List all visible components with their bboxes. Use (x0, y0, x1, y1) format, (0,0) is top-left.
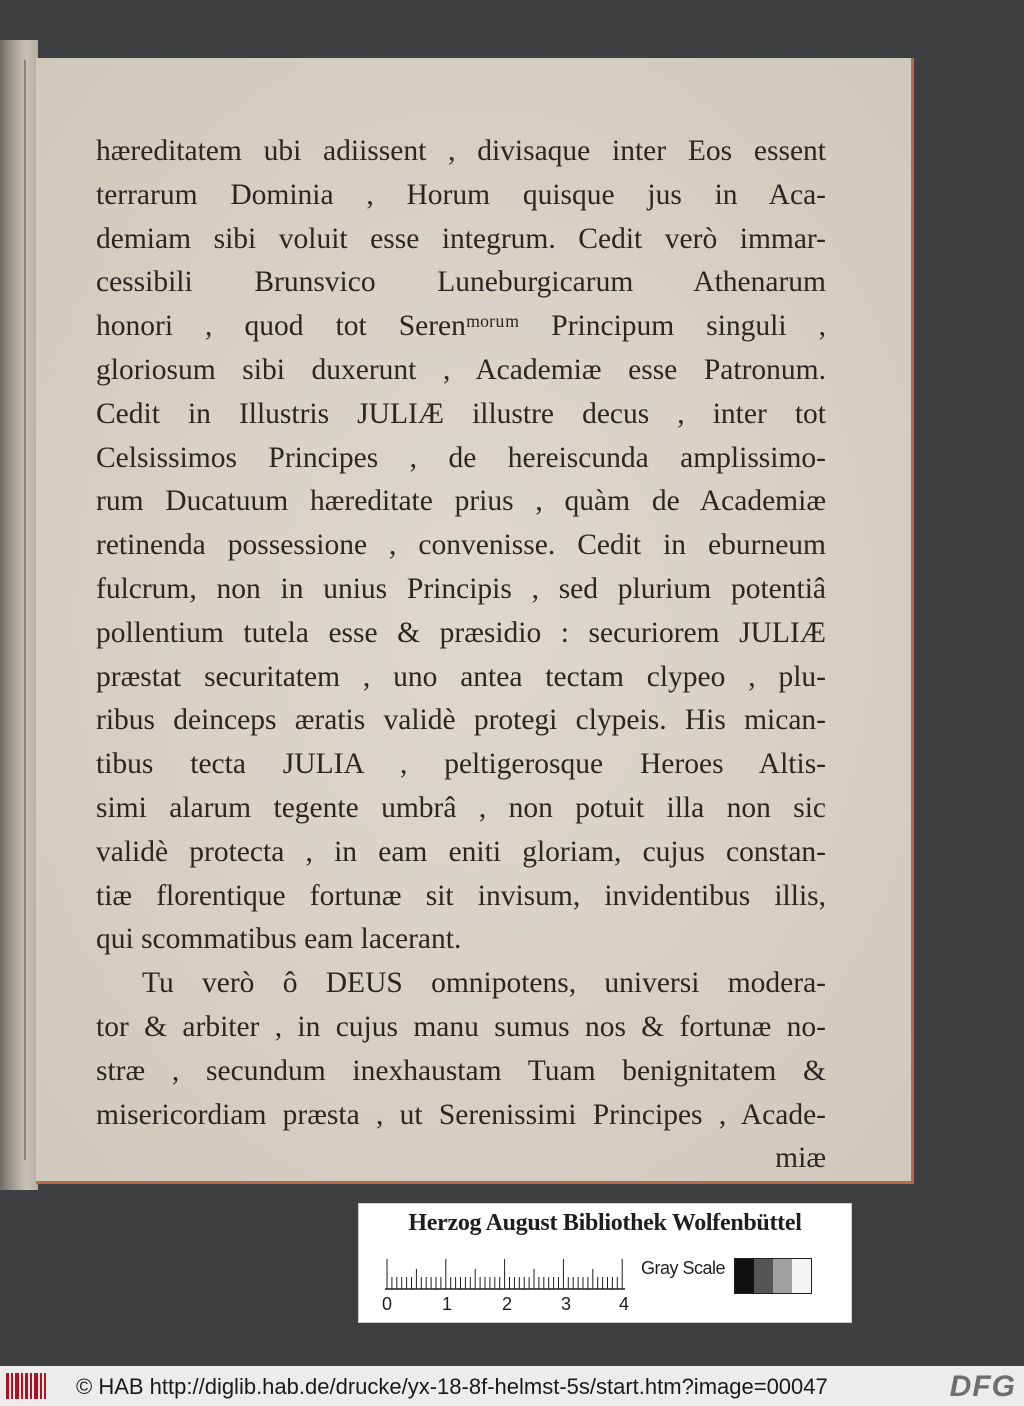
text-line: qui scommatibus eam lacerant. (96, 923, 462, 956)
swatch-white (792, 1259, 811, 1293)
text-line: ribus deinceps æratis validè protegi clypeis. His mican- (96, 704, 826, 737)
text-line: terrarum Dominia , Horum quisque jus in Aca- (96, 178, 826, 211)
swatch-dark-gray (754, 1259, 773, 1293)
text-line: stræ , secundum inexhaustam Tuam benignitatem & (96, 1054, 826, 1087)
adjacent-page-edge (0, 40, 38, 1190)
gray-scale-label: Gray Scale (641, 1258, 726, 1278)
text-line: Cedit in Illustris JULIÆ illustre decus , inter tot (96, 397, 826, 430)
text-line: pollentium tutela esse & præsidio : securiorem JULIÆ (96, 616, 826, 649)
ruler-digit: 0 (382, 1294, 393, 1314)
source-url-link[interactable]: © HAB http://diglib.hab.de/drucke/yx-18-8f-helmst-5s/start.htm?image=00047 (76, 1374, 828, 1399)
ruler-digit: 3 (561, 1294, 572, 1314)
scanned-page (36, 58, 914, 1184)
ruler-digit: 1 (442, 1294, 453, 1314)
text-line: simi alarum tegente umbrâ , non potuit illa non sic (96, 791, 826, 824)
text-line: Tu verò ô DEUS omnipotens, universi modera- (142, 967, 826, 1000)
swatch-light-gray (773, 1259, 792, 1293)
text-line: tibus tecta JULIA , peltigerosque Heroes Altis- (96, 748, 826, 781)
text-line: rum Ducatuum hæreditate prius , quàm de Academiæ (96, 485, 826, 518)
swatch-black (735, 1259, 754, 1293)
library-name: Herzog August Bibliothek Wolfenbüttel (408, 1210, 802, 1236)
catchword: miæ (775, 1142, 826, 1175)
ruler-digit: 2 (502, 1294, 513, 1314)
text-line: retinenda possessione , convenisse. Cedit in eburneum (96, 529, 826, 562)
text-line: gloriosum sibi duxerunt , Academiæ esse Patronum. (96, 353, 826, 386)
gray-scale-swatches (734, 1258, 812, 1294)
ruler-digit: 4 (619, 1294, 630, 1314)
text-line: misericordiam præsta , ut Serenissimi Principes , Acade- (96, 1098, 826, 1131)
footer-bar (0, 1366, 1024, 1406)
measurement-ruler (385, 1258, 625, 1290)
text-line: Celsissimos Principes , de hereiscunda amplissimo- (96, 441, 826, 474)
text-line: cessibili Brunsvico Luneburgicarum Athenarum (96, 266, 826, 299)
text-line: præstat securitatem , uno antea tectam clypeo , plu- (96, 660, 826, 693)
library-label (358, 1203, 852, 1323)
text-line: hæreditatem ubi adiissent , divisaque inter Eos essent (96, 135, 826, 167)
text-line: honori , quod tot Serenᵐᵒʳᵘᵐ Principum singuli , (96, 310, 826, 343)
text-line: fulcrum, non in unius Principis , sed plurium potentiâ (96, 572, 826, 605)
text-line: validè protecta , in eam eniti gloriam, cujus constan- (96, 835, 826, 868)
barcode-icon (6, 1373, 46, 1399)
text-line: tor & arbiter , in cujus manu sumus nos & fortunæ no- (96, 1010, 826, 1043)
dfg-logo: DFG (946, 1370, 1016, 1404)
text-line: tiæ florentique fortunæ sit invisum, invidentibus illis, (96, 879, 826, 912)
adjacent-page-line (24, 60, 26, 1160)
text-line: demiam sibi voluit esse integrum. Cedit verò immar- (96, 222, 826, 255)
page-text (96, 130, 826, 1181)
